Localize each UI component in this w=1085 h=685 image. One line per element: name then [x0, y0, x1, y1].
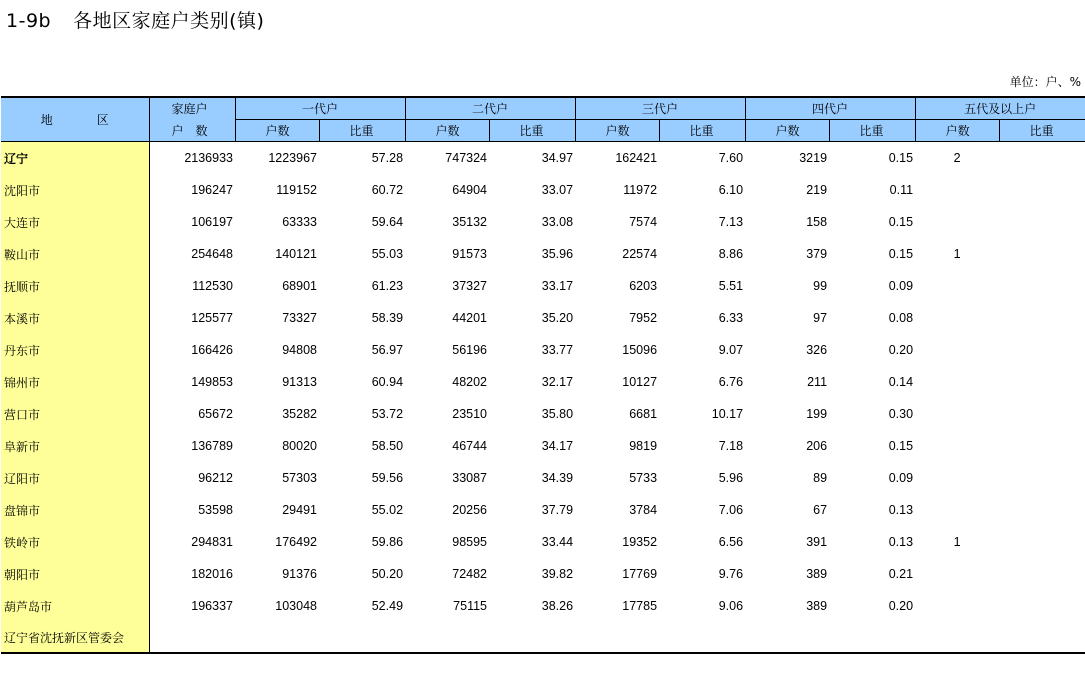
table-body: [1, 142, 1085, 654]
header-g4-count: 户数: [745, 120, 829, 142]
cell-g1-share: 59.64: [371, 215, 404, 229]
cell-g3-share: 8.86: [718, 247, 744, 261]
cell-g1-count: 57303: [282, 471, 317, 485]
cell-g1-share: 53.72: [371, 407, 404, 421]
cell-g1-share: 59.56: [371, 471, 404, 485]
cell-g2-count: [405, 622, 489, 653]
table-row: [1, 462, 1085, 494]
cell-g2-count: 48202: [452, 375, 488, 389]
cell-g1-share: 58.50: [371, 439, 404, 453]
cell-g3-count: 162421: [615, 151, 658, 165]
cell-region: 丹东市: [1, 334, 149, 366]
cell-g3-count: 7574: [629, 215, 658, 229]
cell-g5-share: [999, 558, 1085, 590]
table-row: [1, 174, 1085, 206]
cell-g3-share: [659, 622, 745, 653]
cell-g5-count: 2: [953, 151, 961, 165]
cell-g5-count: [915, 558, 999, 590]
cell-g1-share: 59.86: [371, 535, 404, 549]
cell-region: 铁岭市: [1, 526, 149, 558]
header-households-bottom: 户 数: [149, 120, 235, 142]
cell-region: 辽宁省沈抚新区管委会: [1, 622, 149, 653]
cell-g1-count: 94808: [282, 343, 317, 357]
cell-g4-count: 389: [806, 567, 828, 581]
cell-g3-share: 10.17: [711, 407, 744, 421]
table-row: [1, 430, 1085, 462]
cell-g3-count: 6203: [629, 279, 658, 293]
cell-g3-share: 9.06: [718, 599, 744, 613]
cell-g4-count: 3219: [799, 151, 828, 165]
cell-g5-share: [999, 302, 1085, 334]
cell-g3-share: 6.56: [718, 535, 744, 549]
cell-households: 136789: [191, 439, 233, 453]
cell-g4-count: 206: [806, 439, 828, 453]
header-group-3: 三代户: [575, 97, 745, 120]
cell-g5-count: [915, 494, 999, 526]
cell-g3-share: 9.07: [718, 343, 744, 357]
table-row: [1, 494, 1085, 526]
cell-g1-count: 91313: [282, 375, 317, 389]
cell-g4-count: 211: [807, 375, 828, 389]
cell-g1-share: [319, 622, 405, 653]
cell-g2-share: 33.08: [541, 215, 574, 229]
header-g5-share: 比重: [999, 120, 1085, 142]
cell-g3-count: 19352: [622, 535, 658, 549]
cell-g5-count: 1: [953, 247, 961, 261]
cell-g1-count: 80020: [282, 439, 317, 453]
cell-g5-count: [915, 590, 999, 622]
cell-g2-share: 35.96: [541, 247, 574, 261]
cell-g5-share: [999, 238, 1085, 270]
cell-region: 锦州市: [1, 366, 149, 398]
cell-g1-share: 57.28: [371, 151, 404, 165]
cell-region: 阜新市: [1, 430, 149, 462]
table-row: [1, 398, 1085, 430]
cell-households: 196247: [191, 183, 233, 197]
cell-g2-share: [489, 622, 575, 653]
cell-g2-count: 75115: [453, 599, 488, 613]
table-row: [1, 334, 1085, 366]
cell-g3-share: 7.18: [718, 439, 744, 453]
cell-region: 本溪市: [1, 302, 149, 334]
cell-households: 294831: [191, 535, 233, 549]
cell-g2-count: 56196: [452, 343, 488, 357]
cell-region: 沈阳市: [1, 174, 149, 206]
cell-g5-share: [999, 462, 1085, 494]
cell-g1-count: 68901: [282, 279, 317, 293]
cell-g5-count: [915, 334, 999, 366]
table-row: [1, 590, 1085, 622]
cell-g4-count: 89: [813, 471, 828, 485]
cell-g3-share: 5.51: [718, 279, 744, 293]
cell-g5-share: [999, 494, 1085, 526]
cell-g4-share: 0.30: [888, 407, 914, 421]
cell-g4-count: 99: [813, 279, 828, 293]
cell-households: 53598: [198, 503, 233, 517]
cell-g5-share: [999, 142, 1085, 175]
cell-households: 2136933: [184, 151, 233, 165]
cell-g3-share: 5.96: [718, 471, 744, 485]
header-g3-count: 户数: [575, 120, 659, 142]
cell-g2-count: 91573: [452, 247, 488, 261]
cell-region: 葫芦岛市: [1, 590, 149, 622]
cell-g1-count: [235, 622, 319, 653]
cell-g4-share: 0.20: [888, 343, 914, 357]
header-row-1: [1, 97, 1085, 120]
cell-g4-count: 389: [806, 599, 828, 613]
cell-g4-share: 0.15: [888, 439, 914, 453]
cell-g1-share: 52.49: [371, 599, 404, 613]
cell-g3-count: 22574: [622, 247, 658, 261]
cell-g1-share: 60.94: [371, 375, 404, 389]
cell-g2-count: 23510: [452, 407, 488, 421]
header-g1-share: 比重: [319, 120, 405, 142]
cell-g4-share: 0.15: [888, 215, 914, 229]
cell-g5-share: [999, 270, 1085, 302]
cell-g1-share: 60.72: [371, 183, 404, 197]
cell-g2-share: 35.20: [541, 311, 574, 325]
cell-g3-count: 10127: [622, 375, 658, 389]
cell-g3-share: 6.33: [718, 311, 744, 325]
cell-g4-count: 391: [806, 535, 828, 549]
cell-g2-count: 35132: [452, 215, 488, 229]
cell-g2-count: 33087: [452, 471, 488, 485]
cell-g2-share: 38.26: [541, 599, 574, 613]
cell-g1-share: 55.02: [371, 503, 404, 517]
cell-g5-share: [999, 526, 1085, 558]
cell-g2-share: 35.80: [541, 407, 574, 421]
cell-g5-share: [999, 398, 1085, 430]
cell-g4-count: [745, 622, 829, 653]
cell-g4-share: 0.13: [888, 535, 914, 549]
cell-households: 96212: [198, 471, 233, 485]
header-g5-count: 户数: [915, 120, 999, 142]
cell-g5-count: [915, 302, 999, 334]
cell-households: 125577: [191, 311, 233, 325]
cell-g3-share: 7.60: [718, 151, 744, 165]
cell-g4-share: 0.08: [888, 311, 914, 325]
cell-g5-count: [915, 430, 999, 462]
cell-g2-share: 33.44: [541, 535, 574, 549]
table-row: [1, 206, 1085, 238]
cell-g2-share: 34.17: [541, 439, 574, 453]
cell-g4-count: 199: [806, 407, 828, 421]
cell-g5-count: [915, 622, 999, 653]
cell-g1-share: 50.20: [371, 567, 404, 581]
cell-g1-share: 55.03: [371, 247, 404, 261]
cell-g2-count: 46744: [452, 439, 488, 453]
cell-g3-count: [575, 622, 659, 653]
cell-g1-count: 63333: [282, 215, 317, 229]
cell-g5-share: [999, 430, 1085, 462]
cell-g3-count: 3784: [629, 503, 658, 517]
table-number: 1-9b: [6, 10, 52, 32]
cell-g5-count: [915, 270, 999, 302]
cell-g1-count: 73327: [282, 311, 317, 325]
cell-g5-count: [915, 366, 999, 398]
cell-region: 辽阳市: [1, 462, 149, 494]
cell-g2-share: 33.77: [541, 343, 574, 357]
cell-households: 166426: [191, 343, 233, 357]
table-title: 各地区家庭户类别(镇): [73, 10, 265, 32]
cell-g2-count: 64904: [452, 183, 488, 197]
data-table: [1, 96, 1085, 654]
cell-g1-count: 35282: [282, 407, 317, 421]
cell-g2-count: 20256: [452, 503, 488, 517]
cell-g5-share: [999, 174, 1085, 206]
cell-g4-share: 0.20: [888, 599, 914, 613]
cell-g3-share: 7.06: [718, 503, 744, 517]
cell-households: 254648: [191, 247, 233, 261]
cell-region: 辽宁: [1, 142, 149, 175]
cell-g5-count: [915, 206, 999, 238]
cell-g3-count: 11972: [623, 183, 658, 197]
cell-g4-share: 0.14: [888, 375, 914, 389]
cell-g1-count: 29491: [282, 503, 317, 517]
cell-region: 盘锦市: [1, 494, 149, 526]
cell-region: 营口市: [1, 398, 149, 430]
cell-g2-share: 37.79: [541, 503, 574, 517]
cell-households: [149, 622, 235, 653]
cell-g1-count: 103048: [275, 599, 317, 613]
cell-g1-count: 140121: [275, 247, 317, 261]
cell-g1-count: 91376: [282, 567, 317, 581]
cell-households: 196337: [191, 599, 233, 613]
cell-households: 106197: [191, 215, 233, 229]
table-row: [1, 622, 1085, 653]
cell-g4-count: 97: [813, 311, 828, 325]
cell-g3-count: 9819: [629, 439, 658, 453]
header-g2-share: 比重: [489, 120, 575, 142]
header-group-1: 一代户: [235, 97, 405, 120]
header-g4-share: 比重: [829, 120, 915, 142]
cell-g2-share: 33.17: [541, 279, 574, 293]
cell-households: 182016: [191, 567, 233, 581]
cell-region: 朝阳市: [1, 558, 149, 590]
table-row: [1, 238, 1085, 270]
cell-region: 鞍山市: [1, 238, 149, 270]
cell-g3-share: 6.10: [718, 183, 744, 197]
header-g3-share: 比重: [659, 120, 745, 142]
header-region: 地 区: [1, 97, 149, 142]
table-row: [1, 366, 1085, 398]
cell-g1-count: 119152: [276, 183, 317, 197]
cell-g2-count: 747324: [445, 151, 488, 165]
cell-g4-count: 326: [806, 343, 828, 357]
page-title: [6, 6, 264, 33]
header-group-2: 二代户: [405, 97, 575, 120]
cell-g3-count: 15096: [622, 343, 658, 357]
cell-g3-share: 6.76: [718, 375, 744, 389]
cell-g3-share: 9.76: [718, 567, 744, 581]
header-g2-count: 户数: [405, 120, 489, 142]
header-group-5: 五代及以上户: [915, 97, 1085, 120]
header-g1-count: 户数: [235, 120, 319, 142]
cell-g1-count: 176492: [275, 535, 317, 549]
cell-g4-share: 0.09: [888, 471, 914, 485]
cell-g2-share: 34.39: [541, 471, 574, 485]
cell-g3-count: 17769: [622, 567, 658, 581]
table-row: [1, 558, 1085, 590]
cell-g1-share: 61.23: [371, 279, 404, 293]
cell-g2-share: 34.97: [541, 151, 574, 165]
cell-g2-count: 98595: [452, 535, 488, 549]
cell-g5-share: [999, 206, 1085, 238]
cell-g2-share: 33.07: [541, 183, 574, 197]
cell-households: 149853: [191, 375, 233, 389]
cell-g3-share: 7.13: [718, 215, 744, 229]
cell-g4-share: [829, 622, 915, 653]
header-households-top: 家庭户: [149, 97, 235, 120]
cell-region: 大连市: [1, 206, 149, 238]
cell-households: 112530: [192, 279, 233, 293]
cell-g4-count: 379: [806, 247, 828, 261]
cell-g3-count: 17785: [622, 599, 658, 613]
cell-g5-share: [999, 590, 1085, 622]
cell-g1-count: 1223967: [268, 151, 317, 165]
cell-g3-count: 5733: [629, 471, 658, 485]
table-row: [1, 526, 1085, 558]
cell-g4-share: 0.13: [888, 503, 914, 517]
table-row: [1, 302, 1085, 334]
cell-g4-count: 158: [806, 215, 828, 229]
cell-g3-count: 7952: [629, 311, 658, 325]
cell-g5-count: 1: [953, 535, 961, 549]
cell-g5-share: [999, 366, 1085, 398]
cell-g4-share: 0.15: [888, 151, 914, 165]
table-row: [1, 270, 1085, 302]
cell-g3-count: 6681: [629, 407, 658, 421]
cell-g5-share: [999, 334, 1085, 366]
cell-g4-share: 0.09: [888, 279, 914, 293]
unit-label: 单位：户、%: [1009, 75, 1081, 89]
cell-region: 抚顺市: [1, 270, 149, 302]
cell-g2-count: 44201: [452, 311, 488, 325]
cell-g4-count: 219: [806, 183, 828, 197]
cell-g2-share: 32.17: [541, 375, 574, 389]
table-row: [1, 142, 1085, 175]
cell-g2-count: 72482: [452, 567, 488, 581]
header-row-2: [1, 120, 1085, 142]
cell-g2-share: 39.82: [541, 567, 574, 581]
cell-g5-count: [915, 462, 999, 494]
cell-g5-count: [915, 398, 999, 430]
cell-g5-count: [915, 174, 999, 206]
cell-g1-share: 56.97: [371, 343, 404, 357]
header-group-4: 四代户: [745, 97, 915, 120]
cell-g4-share: 0.15: [888, 247, 914, 261]
cell-g4-count: 67: [813, 503, 828, 517]
cell-households: 65672: [198, 407, 233, 421]
cell-g4-share: 0.21: [888, 567, 914, 581]
cell-g5-share: [999, 622, 1085, 653]
cell-g4-share: 0.11: [889, 183, 914, 197]
cell-g2-count: 37327: [452, 279, 488, 293]
cell-g1-share: 58.39: [371, 311, 404, 325]
